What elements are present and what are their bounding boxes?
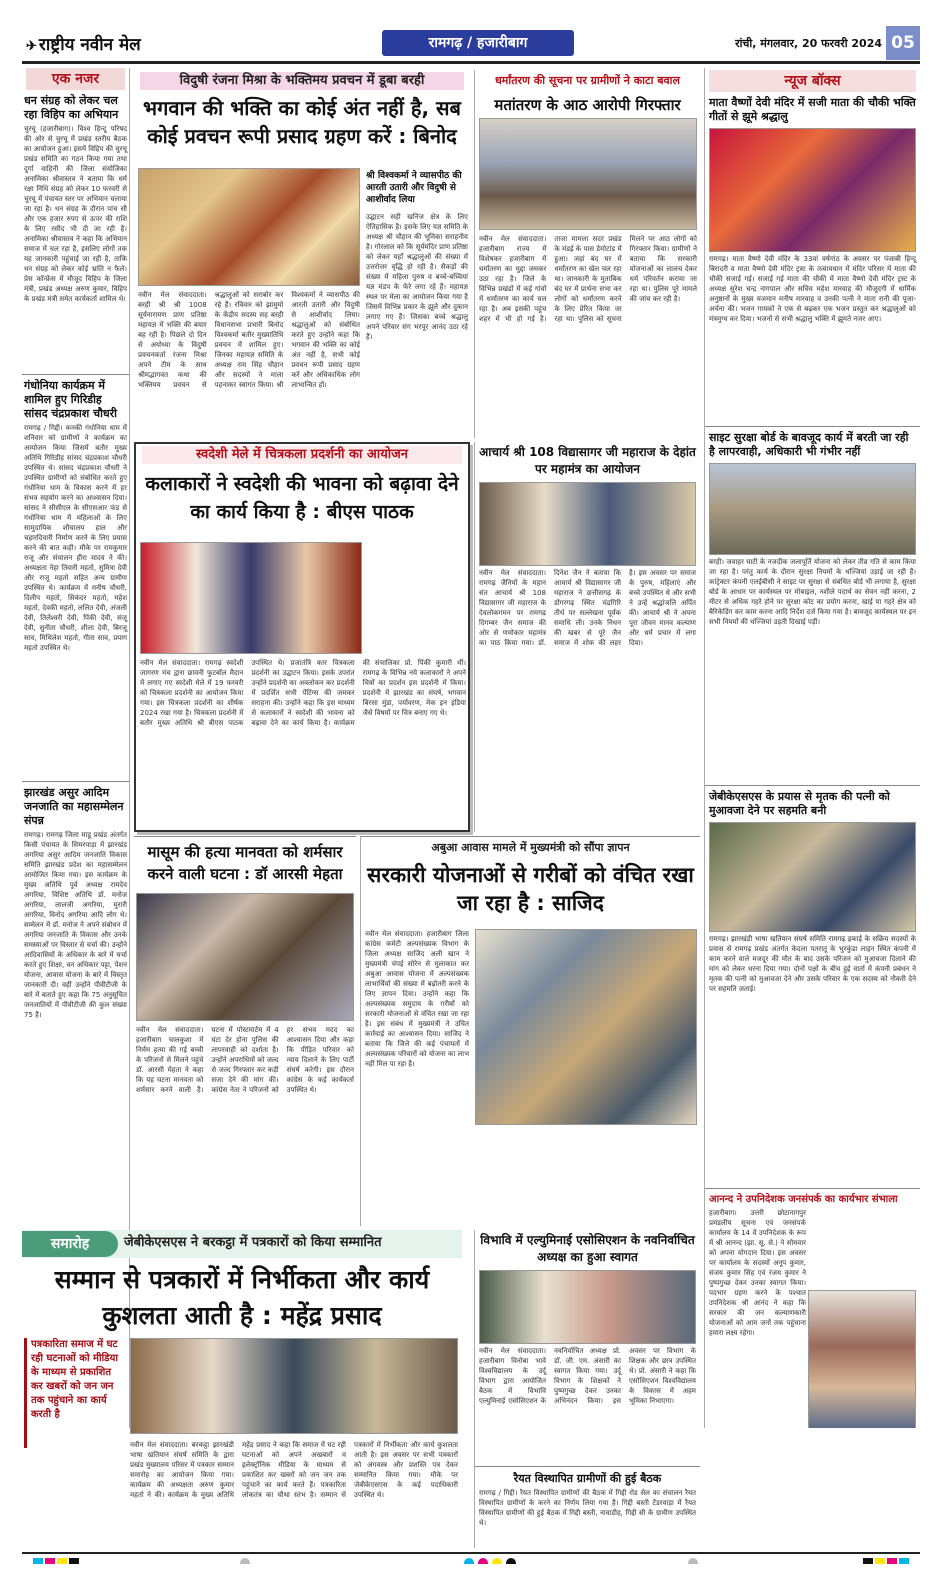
yellow-mark-icon bbox=[875, 1558, 885, 1564]
magenta-mark-icon bbox=[45, 1558, 55, 1564]
story-vibhavi-sub-body: रामगढ़ / गिद्दी। रैयत विस्थापित ग्रामीणों की बैठक में गिद्दी रोड सेल का संचालन रैयत विस्थापित ग्रामीणों के करने का निर्णय लिया गया है। गिद्दी बस्ती टेंडरवाड़ा में रैयत विस्थापित ग्रामीणों की हुई बैठक में गिद्दी बस्ती, नावाडीह, गिद्दी सी के ग्रामीण उपस्थित थे। bbox=[479, 1489, 696, 1527]
news-box-story3-photo bbox=[709, 822, 916, 932]
story-sajid bbox=[360, 836, 700, 1226]
news-box-column bbox=[704, 68, 920, 1428]
ek-nazar-headline-2: गंधोनिया कार्यक्रम में शामिल हुए गिरिडीह सांसद चंद्रप्रकाश चौधरी bbox=[22, 374, 129, 423]
black-dot-icon bbox=[506, 1558, 516, 1564]
news-box-title: न्यूज बॉक्स bbox=[709, 70, 916, 92]
ek-nazar-title: एक नजर bbox=[26, 68, 125, 90]
cyan-dot-icon bbox=[464, 1558, 474, 1564]
story-sajid-photo bbox=[475, 929, 697, 1125]
story-samman-kicker: जेबीकेएसएस ने बरकट्ठा में पत्रकारों को किया सम्मानित bbox=[124, 1235, 382, 1250]
page-number: 05 bbox=[886, 26, 920, 60]
news-box-story1-body: रामगढ़। माता वैष्णो देवी मंदिर के 33वां वर्षगांठ के अवसर पर पंजाबी हिन्दू बिरादरी व माता वैष्णो देवी मंदिर ट्रस्ट के तत्वावधान में मंदिर परिसर में माता की चौकी सजाई गई। सजाई गई माता की चौकी में माता वैष्णो देवी मंदिर ट्रस्ट के अध्यक्ष सुरेश चन्द्र नागपाल और सचिव महेश मारवाह की मौजूदगी में धार्मिक अनुष्ठानों के मुख्य यजमान मनीष मारवाह व उनकी पत्नी ने माता रानी की पूजा-अर्चना की। भजन गायकों ने एक से बढ़कर एक भजन प्रस्तुत कर श्रद्धालुओं को मंत्रमुग्ध कर दिया। भजनों से सभी श्रद्धालु भक्ति में झूमते नजर आए। bbox=[709, 255, 916, 323]
news-box-story2-body: बरही। जवाहर घाटी के नजदीक जलापूर्ति योजना को लेकर तीव्र गति से काम किया जा रहा है। परंतु कार्य के दौरान सुरक्षा नियमों के धज्जियां उड़ाई जा रही हैं। कांट्रेक्टर कंपनी एलईबीसी ने साइट पर सुरक्षा से संबंधित बोर्ड भी लगाया है, सुरक्षा बोर्ड के आधार पर कार्यस्थल पर मोबाइल, नशीले पदार्थ का सेवन नहीं करना, 2 मीटर से अधिक गहरे होने पर सुरक्षा कोट का प्रयोग करना, खाई या गहरे क्षेत्र को बैरिकेडिंग कर काम करना आदि निर्देश दर्ज किया गया है। बावजूद कार्यस्थल पर इन सभी नियमों की धज्जियां उड़ती दिखाई पड़ीं। bbox=[709, 558, 916, 626]
news-box-story2-photo bbox=[709, 463, 916, 555]
print-registration-marks bbox=[22, 1552, 920, 1564]
news-box-story4-photo bbox=[808, 1290, 916, 1428]
story-binod-photo bbox=[138, 168, 360, 286]
masthead bbox=[22, 26, 920, 64]
story-samman-body: नवीन मेल संवाददाता। बरकट्ठा झारखंडी भाषा खतियान संघर्ष समिति के द्वारा प्रखंड मुख्यालय परिसर में पत्रकार सम्मान समारोह का आयोजन किया गया। कार्यक्रम की अध्यक्षता अरुण कुमार महतो ने की। कार्यक्रम के मुख्य अतिथि महेंद्र प्रसाद ने कहा कि समाज में घट रही घटनाओं को अपने अखबारों व इलेक्ट्रॉनिक मीडिया के माध्यम से प्रकाशित कर खबरों को जन जन तक पहुंचाने का कार्य करते हैं। पत्रकारिता लोकतंत्र का चौथा स्तंभ है। सम्मान से पत्रकारों में निर्भीकता और कार्य कुशलता आती है। इस अवसर पर सभी पत्रकारों को अंगवस्त्र और प्रशस्ति पत्र देकर सम्मानित किया गया। मौके पर जेबीकेएसएस के कई पदाधिकारी उपस्थित थे। bbox=[130, 1441, 458, 1499]
ek-nazar-body-2: रामगढ़ / गिद्दी। कनकी गंधोनिया धाम में शनिवार को ग्रामीणों ने कार्यक्रम का आयोजन किया जिसमें बतौर मुख्य अतिथि गिरिडीह सांसद चंद्रप्रकाश चौधरी उपस्थित थे। सांसद चंद्रप्रकाश चौधरी ने उपस्थित ग्रामीणों को संबोधित करते हुए गंधोनिया धाम के विकास करने में हर संभव सहयोग करने का आश्वासन दिया। सांसद ने सीसीएल के सीएसआर फंड से गंधोनिया धाम में महिलाओं के लिए सामुदायिक शौचालय हाल और चहारदिवारी निर्माण करने के लिए प्रयास करने की बात कही। मौके पर रामकुमार राजू और संचालन हीरा यादव ने की। अध्यक्षता नेहा तिवारी महतो, सुमित्रा देवी और राजू महतो सहित अन्य ग्रामीण उपस्थित थे। कार्यक्रम में मनीष चौधरी, दिलीप महतो, सिकंदर महतो, महेश महतो, देवकी महतो, ललित देवी, अंजली देवी, तिलेश्वरी देवी, पिंकी देवी, संजू देवी, सुनीता चौधरी, शीला देवी, बिरजू साव, मिथिलेश महतो, गीता साव, प्रयाग महतो उपस्थित थे। bbox=[24, 424, 127, 652]
newspaper-name-text: राष्ट्रीय नवीन मेल bbox=[38, 35, 141, 55]
story-vibhavi-photo bbox=[479, 1270, 696, 1344]
story-masoom-headline: मासूम की हत्या मानवता को शर्मसार करने वाली घटना : डॉ आरसी मेहता bbox=[147, 843, 343, 883]
story-dharmantaran-kicker: धर्मांतरण की सूचना पर ग्रामीणों ने काटा बवाल bbox=[495, 74, 680, 87]
magenta-dot-icon bbox=[478, 1558, 488, 1564]
story-binod-subhead: श्री विश्वकर्मा ने व्यासपीठ की आरती उतारी और विदुषी से आशीर्वाद लिया bbox=[366, 171, 462, 205]
story-samman-pullquote: पत्रकारिता समाज में घट रही घटनाओं को मीडिया के माध्यम से प्रकाशित कर खबरों को जन जन तक पहुंचाने का कार्य करती है bbox=[24, 1338, 124, 1448]
story-sajid-kicker: अबुआ आवास मामले में मुख्यमंत्री को सौंपा ज्ञापन bbox=[431, 841, 630, 854]
issue-date: रांची, मंगलवार, 20 फरवरी 2024 bbox=[735, 37, 882, 50]
story-sajid-headline: सरकारी योजनाओं से गरीबों को वंचित रखा जा रहा है : साजिद bbox=[367, 863, 694, 915]
news-box-story2-headline: साइट सुरक्षा बोर्ड के बावजूद कार्य में बरती जा रही है लापरवाही, अधिकारी भी गंभीर नहीं bbox=[705, 426, 920, 461]
ek-nazar-column bbox=[22, 68, 130, 1428]
story-vibhavi-headline: विभावि में एल्युमिनाई एसोसिएशन के नवनिर्वाचित अध्यक्ष का हुआ स्वागत bbox=[480, 1233, 695, 1264]
story-samman bbox=[22, 1260, 462, 1548]
newspaper-name bbox=[26, 32, 141, 55]
story-vibhavi bbox=[474, 1230, 700, 1548]
story-masoom-photo bbox=[136, 893, 354, 1021]
story-samman-photo bbox=[130, 1338, 458, 1434]
ek-nazar-headline-3: झारखंड असुर आदिम जनजाति का महासम्मेलन संपन्न bbox=[22, 781, 129, 830]
samaroh-banner bbox=[22, 1230, 462, 1258]
story-masoom-body: नवीन मेल संवाददाता। हजारीबाग चालकुशा में निर्मम हत्या की गई बच्ची के परिजनों से मिलने पहुंचे डॉ. आरसी मेहता ने कहा कि यह घटना मानवता को शर्मसार करने वाली है। घटना में पोस्टमार्टम में 4 घंटा देर होना पुलिस की लापरवाही को दर्शाता है। उन्होंने अपराधियों को जल्द से जल्द गिरफ्तार कर कड़ी सजा देने की मांग की। कांग्रेस नेता ने परिजनों को हर संभव मदद का आश्वासन दिया और कहा कि पीड़ित परिवार को न्याय दिलाने के लिए पार्टी संघर्ष करेगी। इस दौरान कांग्रेस के कई कार्यकर्ता उपस्थित थे। bbox=[136, 1026, 354, 1094]
black-mark-icon bbox=[863, 1558, 873, 1564]
story-swadeshi-kicker: स्वदेशी मेले में चित्रकला प्रदर्शनी का आयोजन bbox=[142, 446, 462, 464]
magenta-mark-icon bbox=[887, 1558, 897, 1564]
ek-nazar-body-1: चुरचू (हजारीबाग)। विश्व हिन्दू परिषद की ओर से चुरचू में प्रखंड स्तरीय बैठक का आयोजन हुआ। इसमें विहिप की चुरचू प्रखंड समिति का गठन किया गया तथा दुर्गा वाहिनी की जिला संयोजिका अनामिका श्रीवास्तव ने बताया कि धर्म रक्षा निधि संग्रह को लेकर 10 फरवरी से चुरचू में पंचायत स्तर पर अभियान चलाया जा रहा है। धन संग्रह के दौरान पांच सौ और एक हजार रुपए से ऊपर की राशि के लिए रसीद भी दी जा रही है। अनामिका श्रीवास्तव ने कहा कि अभियान समाज में चल रहा है, इसलिए लोगों तक यह जानकारी पहुंचाई जा रही है, ताकि धन संग्रह को लेकर कोई भ्रांति न फैले। प्रेस कॉन्फ्रेंस में मौजूद विहिप के जिला मंत्री, प्रखंड अध्यक्ष अरुण कुमार, विहिप के प्रखंड मंत्री समेत कार्यकर्ता शामिल थे। bbox=[24, 125, 127, 303]
story-binod-body-continued: उद्घाटन सही खनिज क्षेत्र के लिए ऐतिहासिक है। इसके लिए यज्ञ समिति के अध्यक्ष श्री चौहान की भूमिका सराहनीय है। गोरलाल को कि सूर्यमंदिर प्राण प्रतिष्ठा को लेकर यहाँ श्रद्धालुओं की संख्या में उत्तरोत्तर वृद्धि हो रही है। सैकड़ों की संख्या में महिला पुरुष व बच्चे-बच्चियां यज्ञ मंडप के फेरे लगा रहे हैं। महायज्ञ स्थल पर मेला का आयोजन किया गया है जिसमें विभिन्न प्रकार के झूले और दुकान लगाए गए हैं। जिसका बच्चे श्रद्धालु अपने परिवार संग भरपूर आनंद उठा रहे हैं। bbox=[366, 213, 468, 341]
story-vibhavi-sub-headline: रैयत विस्थापित ग्रामीणों की हुई बैठक bbox=[475, 1466, 700, 1488]
story-swadeshi-photo bbox=[140, 542, 362, 654]
news-box-story1-photo bbox=[709, 128, 916, 252]
story-samman-headline: सम्मान से पत्रकारों में निर्भीकता और कार्य कुशलता आती है : महेंद्र प्रसाद bbox=[54, 1265, 430, 1330]
story-binod bbox=[134, 70, 470, 438]
yellow-mark-icon bbox=[57, 1558, 67, 1564]
story-swadeshi bbox=[134, 442, 470, 832]
news-box-story1-headline: माता वैष्णों देवी मंदिर में सजी माता की चौकी भक्ति गीतों से झूमे श्रद्धालु bbox=[709, 96, 916, 123]
ek-nazar-body-3: रामगढ़। रामगढ़ जिला माडू प्रखंड अंतर्गत किसी पंचायत के सिमरपाड़ा में झारखंड अगरिया असुर आदिम जनजाति विकास समिति झारखंड प्रदेश का महासम्मेलन आयोजित किया गया। इस कार्यक्रम के मुख्य अतिथि पूर्व अध्यक्ष रामदेव अगरिया, विशिष्ट अतिथि डॉ. मनोज अगरिया, लालजी अगरिया, मुरारी अगरिया, विनोद अगरिया आदि लोग थे। सम्मेलन में डॉ. मनोज ने अपने संबोधन में अगरिया जनजाति के विकास और उनके समस्याओं पर विस्तार से चर्चा की। उन्होंने आदिवासियों के अधिकार के बारे में चर्चा करते हुए शिक्षा, वन अधिकार पट्टा, पेंशन योजना, आवास योजना के बारे में विस्तृत जानकारी दी। वहीं उन्होंने पीवीटीजी के बारे में बताते हुए कहा कि 75 अनुसूचित जनजातियों में पीवीटीजी की कुल संख्या 75 है। bbox=[24, 831, 127, 1019]
story-dharmantaran bbox=[474, 70, 700, 438]
registration-dot-icon bbox=[240, 1558, 250, 1564]
story-binod-headline: भगवान की भक्ति का कोई अंत नहीं है, सब कोई प्रवचन रूपी प्रसाद ग्रहण करें : बिनोद bbox=[143, 96, 461, 148]
black-mark-icon bbox=[69, 1558, 79, 1564]
registration-dot-icon bbox=[688, 1558, 698, 1564]
story-binod-body: नवीन मेल संवाददाता। बरही श्री श्री 1008 सूर्यनारायण प्राण प्रतिष्ठा महायज्ञ में भक्ति की बयार बह रही है। पिछले दो दिन से अयोध्या के विदुषी प्रवचनकर्ता रंजना मिश्रा अपने टीम के साथ श्रीमद्भागवत कथा की भक्तिमय प्रवचन से श्रद्धालुओं को सराबोर कर रहे हैं। रविवार को झामुमो के केंद्रीय सदस्य सह बरही विधानसभा प्रभारी बिनोद विश्वकर्मा बतौर मुख्यातिथि प्रवचन में शामिल हुए। जिनका महायज्ञ समिति के अध्यक्ष राम सिंह चौहान और सदस्यों ने माला पहनाकर स्वागत किया। श्री विश्वकर्मा ने व्यासपीठ की आरती उतारी और विदुषी से आशीर्वाद लिया। श्रद्धालुओं को संबोधित करते हुए उन्होंने कहा कि भगवान की भक्ति का कोई अंत नहीं है, सभी कोई प्रवचन रूपी प्रसाद ग्रहण करें और अधिकाधिक लोग लाभान्वित हों। bbox=[138, 291, 360, 389]
story-swadeshi-headline: कलाकारों ने स्वदेशी की भावना को बढ़ावा देने का कार्य किया है : बीएस पाठक bbox=[145, 473, 459, 523]
yellow-dot-icon bbox=[492, 1558, 502, 1564]
story-binod-kicker: विदुषी रंजना मिश्रा के भक्तिमय प्रवचन में डूबा बरही bbox=[140, 72, 464, 90]
story-masoom bbox=[134, 836, 356, 1226]
story-dharmantaran-photo bbox=[479, 118, 697, 230]
story-swadeshi-body: नवीन मेल संवाददाता। रामगढ़ स्वदेशी जागरण मंच द्वारा छावनी फुटबॉल मैदान में लगाए गए स्वदेशी मेले में 19 फरवरी को चित्रकला प्रदर्शनी का आयोजन किया गया। इस चित्रकला प्रदर्शनी का शीर्षक 2024 रखा गया है। चित्रकला प्रदर्शनी में बतौर मुख्य अतिथि श्री बीएस पाठक उपस्थित थे। प्रजातंत्रि कार चित्रकला प्रदर्शनी का उद्घाटन किया। इसके उपरांत उन्होंने प्रदर्शनी का अवलोकन कर प्रदर्शनी में प्रदर्शित सभी पेंटिंग्स की जमकर सराहना की। उन्होंने कहा कि इस माध्यम से कलाकारों ने स्वदेशी की भावना को बढ़ावा देने का कार्य किया है। कार्यक्रम की संचालिका प्रो. पिंकी कुमारी थीं। रामगढ़ के विभिन्न नये कलाकारों ने अपने चित्रों का प्रदर्शन इस प्रदर्शनी में किया। प्रदर्शनी में झारखंड का संघर्ष, भगवान बिरसा मुंडा, पर्यावरण, मेक इन इंडिया जैसे विषयों पर चित्र बनाए गए थे। bbox=[140, 659, 466, 727]
story-dharmantaran-headline: मतांतरण के आठ आरोपी गिरफ्तार bbox=[494, 96, 681, 114]
news-box-story4-headline: आनन्द ने उपनिदेशक जनसंपर्क का कार्यभार संभाला bbox=[705, 1188, 920, 1208]
story-mahamantra bbox=[474, 442, 700, 832]
cyan-mark-icon bbox=[33, 1558, 43, 1564]
news-box-story3-body: रामगढ़। झारखंडी भाषा खतियान संघर्ष समिति रामगढ़ इकाई के सक्रिय सदस्यों के प्रयास से रामगढ़ प्रखंड अंतर्गत केदला पतरातू के भुरकुंडा लाइन स्थित कंपनी में काम करने वाले मजदूर की मौत के बाद उसके परिजन को मुआवजा दिलाने की मांग को लेकर धरना दिया गया। दोनों पक्षों के बीच हुई वार्ता में कंपनी प्रबंधन ने मृतक की पत्नी को मुआवजा देने और उसके परिवार के एक सदस्य को नौकरी देने पर सहमति जताई। bbox=[709, 935, 916, 993]
bird-logo-icon: ✈ bbox=[26, 39, 37, 54]
story-dharmantaran-body: नवीन मेल संवाददाता। हजारीबाग राज्य में विशेषकर हजारीबाग में धर्मांतरण का मुद्दा जमकर उठा रहा है। जिले के विभिन्न प्रखंडों में कई गांवों में धर्मांतरण का कार्य चल रहा है। अब इसकी पहुंच शहर में भी हो गई है। ताजा मामला सदर प्रखंड के मंडई के पास डेमोटांड में हुआ। जहां बंद घर में धर्मांतरण का खेल चल रहा था। जानकारी के मुताबिक बंद घर में प्रार्थना सभा कर लोगों को धर्मांतरण करने के लिए प्रेरित किया जा रहा था। पुलिस को सूचना मिलने पर आठ लोगों को गिरफ्तार किया। ग्रामीणों ने बताया कि सरकारी योजनाओं का लालच देकर धर्म परिवर्तन कराया जा रहा था। पुलिस पूरे मामले की जांच कर रही है। bbox=[479, 235, 697, 323]
news-box-story3-headline: जेबीकेएसएस के प्रयास से मृतक की पत्नी को मुआवजा देने पर सहमति बनी bbox=[705, 785, 920, 820]
news-box-story4-body: हजारीबाग। उत्तरी छोटानागपुर प्रमंडलीय सूचना एवं जनसंपर्क कार्यालय के 14 वें उपनिदेशक के रूप में श्री आनन्द (झा. सू. से.) ने सोमवार को अपना योगदान दिया। इस अवसर पर कार्यालय के सदस्यों अनूप कुमार, संजय कुमार सिंह एवं रंजय कुमार ने पुष्पगुच्छ देकर उनका स्वागत किया। पदभार ग्रहण करने के पश्चात उपनिदेशक श्री आनंद ने कहा कि सरकार की जन कल्याणकारी योजनाओं को आम जनों तक पहुंचाना हमारा लक्ष्य रहेगा। bbox=[709, 1209, 806, 1337]
section-tag: रामगढ़ / हजारीबाग bbox=[382, 30, 574, 56]
story-mahamantra-headline: आचार्य श्री 108 विद्यासागर जी महाराज के देहांत पर महामंत्र का आयोजन bbox=[479, 445, 696, 476]
samaroh-label: समारोह bbox=[22, 1231, 118, 1257]
story-vibhavi-body: नवीन मेल संवाददाता। हजारीबाग विनोबा भावे विश्वविद्यालय के उर्दू विभाग द्वारा आयोजित बैठक में विभावि एल्युमिनाई एसोसिएशन के नवनिर्वाचित अध्यक्ष प्रो. डॉ. जी. एम. अंसारी का स्वागत किया गया। उर्दू विभाग के शिक्षकों ने पुष्पगुच्छ देकर उनका अभिनंदन किया। इस अवसर पर विभाग के शिक्षक और छात्र उपस्थित थे। प्रो. अंसारी ने कहा कि एसोसिएशन विश्वविद्यालय के विकास में अहम भूमिका निभाएगा। bbox=[479, 1347, 696, 1405]
ek-nazar-headline-1: धन संग्रह को लेकर चल रहा विहिप का अभियान bbox=[24, 94, 119, 121]
story-mahamantra-photo bbox=[479, 482, 696, 566]
story-mahamantra-body: नवीन मेल संवाददाता। रामगढ़ जैनियों के महान संत आचार्य श्री 108 विद्यासागर जी महाराज के देवलोकगमन पर रामगढ़ दिगम्बर जैन समाज की ओर से णमोकार महामंत्र का पाठ किया गया। डॉ. दिनेश जैन ने बताया कि आचार्य श्री विद्यासागर जी महाराज ने छत्तीसगढ़ के डोंगरगढ़ स्थित चंद्रगिरि तीर्थ पर सल्लेखना पूर्वक समाधि ली। उनके निधन की खबर से पूरे जैन समाज में शोक की लहर है। इस अवसर पर समाज के पुरुष, महिलाएं और बच्चे उपस्थित थे और सभी ने उन्हें श्रद्धांजलि अर्पित की। आचार्य श्री ने अपना पूरा जीवन मानव कल्याण और धर्म प्रचार में लगा दिया। bbox=[479, 569, 696, 647]
story-sajid-body: नवीन मेल संवाददाता। हजारीबाग जिला कांग्रेस कमेटी अल्पसंख्यक विभाग के जिला अध्यक्ष साजिद अली खान ने मुख्यमंत्री चंपई सोरेन से मुलाकात कर अबुआ आवास योजना में अल्पसंख्यक लाभार्थियों की संख्या में बढ़ोतरी करने के लिए ज्ञापन दिया। उन्होंने कहा कि अल्पसंख्यक समुदाय के गरीबों को सरकारी योजनाओं से वंचित रखा जा रहा है। इस संबंध में मुख्यमंत्री ने उचित कार्रवाई का आश्वासन दिया। साजिद ने बताया कि जिले की कई पंचायतों में अल्पसंख्यक परिवारों को योजना का लाभ नहीं मिल पा रहा है। bbox=[365, 930, 469, 1068]
cyan-mark-icon bbox=[899, 1558, 909, 1564]
